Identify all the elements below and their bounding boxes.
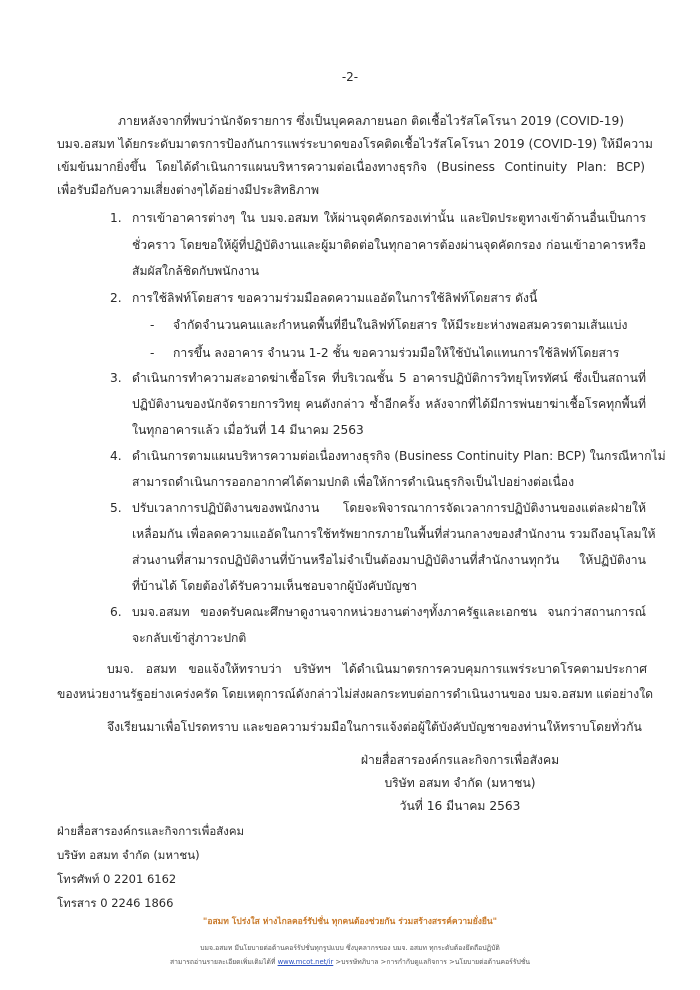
list-line: บมจ.อสมท ของดรับคณะศึกษาดูงานจากหน่วยงานต่างๆทั้งภาครัฐและเอกชน จนกว่าสถานการณ์ [132, 605, 646, 619]
list-line: เหลื่อมกัน เพื่อลดความแออัดในการใช้ทรัพยากรภายในพื้นที่ส่วนกลางของสำนักงาน รวมถึงอนุโลมให้ [132, 527, 656, 541]
contact-department: ฝ่ายสื่อสารองค์กรและกิจการเพื่อสังคม [57, 824, 245, 838]
more-info-line [0, 956, 700, 967]
policy-line: บมจ.อสมท มีนโยบายต่อต้านคอร์รัปชั่นทุกรูปแบบ ซึ่งบุคลากรของ บมจ. อสมท ทุกระดับต้องยึดถือปฏิบัติ [200, 944, 500, 952]
notice-line: ของหน่วยงานรัฐอย่างเคร่งครัด โดยเหตุการณ์ดังกล่าวไม่ส่งผลกระทบต่อการดำเนินงานของ บมจ.อสมท แต่อย่างใด [57, 687, 654, 701]
list-number: 1. [110, 211, 122, 225]
sub-item-text: จำกัดจำนวนคนและกำหนดพื้นที่ยืนในลิฟท์โดยสาร ให้มีระยะห่างพอสมควรตามเส้นแบ่ง [173, 318, 628, 332]
list-number: 4. [110, 449, 122, 463]
sub-item-text: การขึ้น ลงอาคาร จำนวน 1-2 ชั้น ขอความร่วมมือให้ใช้บันไดแทนการใช้ลิฟท์โดยสาร [173, 346, 620, 360]
list-line: ที่บ้านได้ โดยต้องได้รับความเห็นชอบจากผู้บังคับบัญชา [132, 579, 418, 593]
mcot-ir-link[interactable]: www.mcot.net/ir [277, 958, 334, 966]
list-line: ชั่วคราว โดยขอให้ผู้ที่ปฏิบัติงานและผู้มาติดต่อในทุกอาคารต้องผ่านจุดคัดกรอง ก่อนเข้าอาคารหรือ [132, 238, 646, 252]
list-number: 2. [110, 291, 122, 305]
notice-line: บมจ. อสมท ขอแจ้งให้ทราบว่า บริษัทฯ ได้ดำเนินมาตรการควบคุมการแพร่ระบาดโรคตามประกาศ [107, 662, 647, 676]
anti-corruption-slogan: "อสมท โปร่งใส ห่างไกลคอร์รัปชั่น ทุกคนต้องช่วยกัน ร่วมสร้างสรรค์ความยั่งยืน" [202, 917, 498, 927]
more-info-prefix: สามารถอ่านรายละเอียดเพิ่มเติมได้ที่ [169, 958, 278, 966]
sub-bullet: - [150, 346, 155, 360]
list-line: การเข้าอาคารต่างๆ ใน บมจ.อสมท ให้ผ่านจุดคัดกรองเท่านั้น และปิดประตูทางเข้าด้านอื่นเป็นการ [132, 211, 646, 225]
intro-line: เข้มข้นมากยิ่งขึ้น โดยได้ดำเนินการแผนบริหารความต่อเนื่องทางธุรกิจ (Business Continuity Plan: BCP) [57, 160, 645, 174]
signature-department: ฝ่ายสื่อสารองค์กรและกิจการเพื่อสังคม [360, 753, 560, 767]
page-number: -2- [341, 70, 359, 84]
sub-bullet: - [150, 318, 155, 332]
list-line: การใช้ลิฟท์โดยสาร ขอความร่วมมือลดความแออัดในการใช้ลิฟท์โดยสาร ดังนี้ [132, 291, 538, 305]
list-line: ปฏิบัติงานของนักจัดรายการวิทยุ คนดังกล่าว ซ้ำอีกครั้ง หลังจากที่ได้มีการพ่นยาฆ่าเชื้อโรคทุกพื้นที่ [132, 397, 646, 411]
list-line: ในทุกอาคารแล้ว เมื่อวันที่ 14 มีนาคม 2563 [132, 423, 364, 437]
contact-phone: โทรศัพท์ 0 2201 6162 [57, 872, 177, 886]
signature-company: บริษัท อสมท จำกัด (มหาชน) [384, 776, 536, 790]
intro-line: บมจ.อสมท ได้ยกระดับมาตรการป้องกันการแพร่ระบาดของโรคติดเชื้อไวรัสโคโรนา 2019 (COVID-19) ให้มีความ [57, 137, 653, 151]
intro-line: เพื่อรับมือกับความเสี่ยงต่างๆได้อย่างมีประสิทธิภาพ [57, 183, 320, 197]
list-number: 5. [110, 501, 122, 515]
closing-sentence: จึงเรียนมาเพื่อโปรดทราบ และขอความร่วมมือในการแจ้งต่อผู้ใต้บังคับบัญชาของท่านให้ทราบโดยทั่วกัน [107, 720, 642, 734]
list-line: สามารถดำเนินการออกอากาศได้ตามปกติ เพื่อให้การดำเนินธุรกิจเป็นไปอย่างต่อเนื่อง [132, 475, 575, 489]
signature-date: วันที่ 16 มีนาคม 2563 [399, 799, 521, 813]
list-line: ดำเนินการตามแผนบริหารความต่อเนื่องทางธุรกิจ (Business Continuity Plan: BCP) ในกรณีหากไม่ [132, 449, 666, 463]
list-line: ดำเนินการทำความสะอาดฆ่าเชื้อโรค ที่บริเวณชั้น 5 อาคารปฏิบัติการวิทยุโทรทัศน์ ซึ่งเป็นสถานที่ [132, 371, 646, 385]
list-line: ส่วนงานที่สามารถปฏิบัติงานที่บ้านหรือไม่จำเป็นต้องมาปฏิบัติงานที่สำนักงานทุกวัน ให้ปฏิบัติงาน [132, 553, 646, 567]
list-line: จะกลับเข้าสู่ภาวะปกติ [132, 631, 247, 645]
list-line: สัมผัสใกล้ชิดกับพนักงาน [132, 264, 260, 278]
list-number: 3. [110, 371, 122, 385]
contact-company: บริษัท อสมท จำกัด (มหาชน) [57, 848, 200, 862]
list-line: ปรับเวลาการปฏิบัติงานของพนักงาน โดยจะพิจารณาการจัดเวลาการปฏิบัติงานของแต่ละฝ่ายให้ [132, 501, 646, 515]
more-info-suffix: >บรรษัทภิบาล >การกำกับดูแลกิจการ >นโยบายต่อต้านคอร์รัปชั่น [333, 958, 531, 966]
intro-line: ภายหลังจากที่พบว่านักจัดรายการ ซึ่งเป็นบุคคลภายนอก ติดเชื้อไวรัสโคโรนา 2019 (COVID-19) [118, 114, 625, 128]
list-number: 6. [110, 605, 122, 619]
contact-fax: โทรสาร 0 2246 1866 [57, 896, 174, 910]
